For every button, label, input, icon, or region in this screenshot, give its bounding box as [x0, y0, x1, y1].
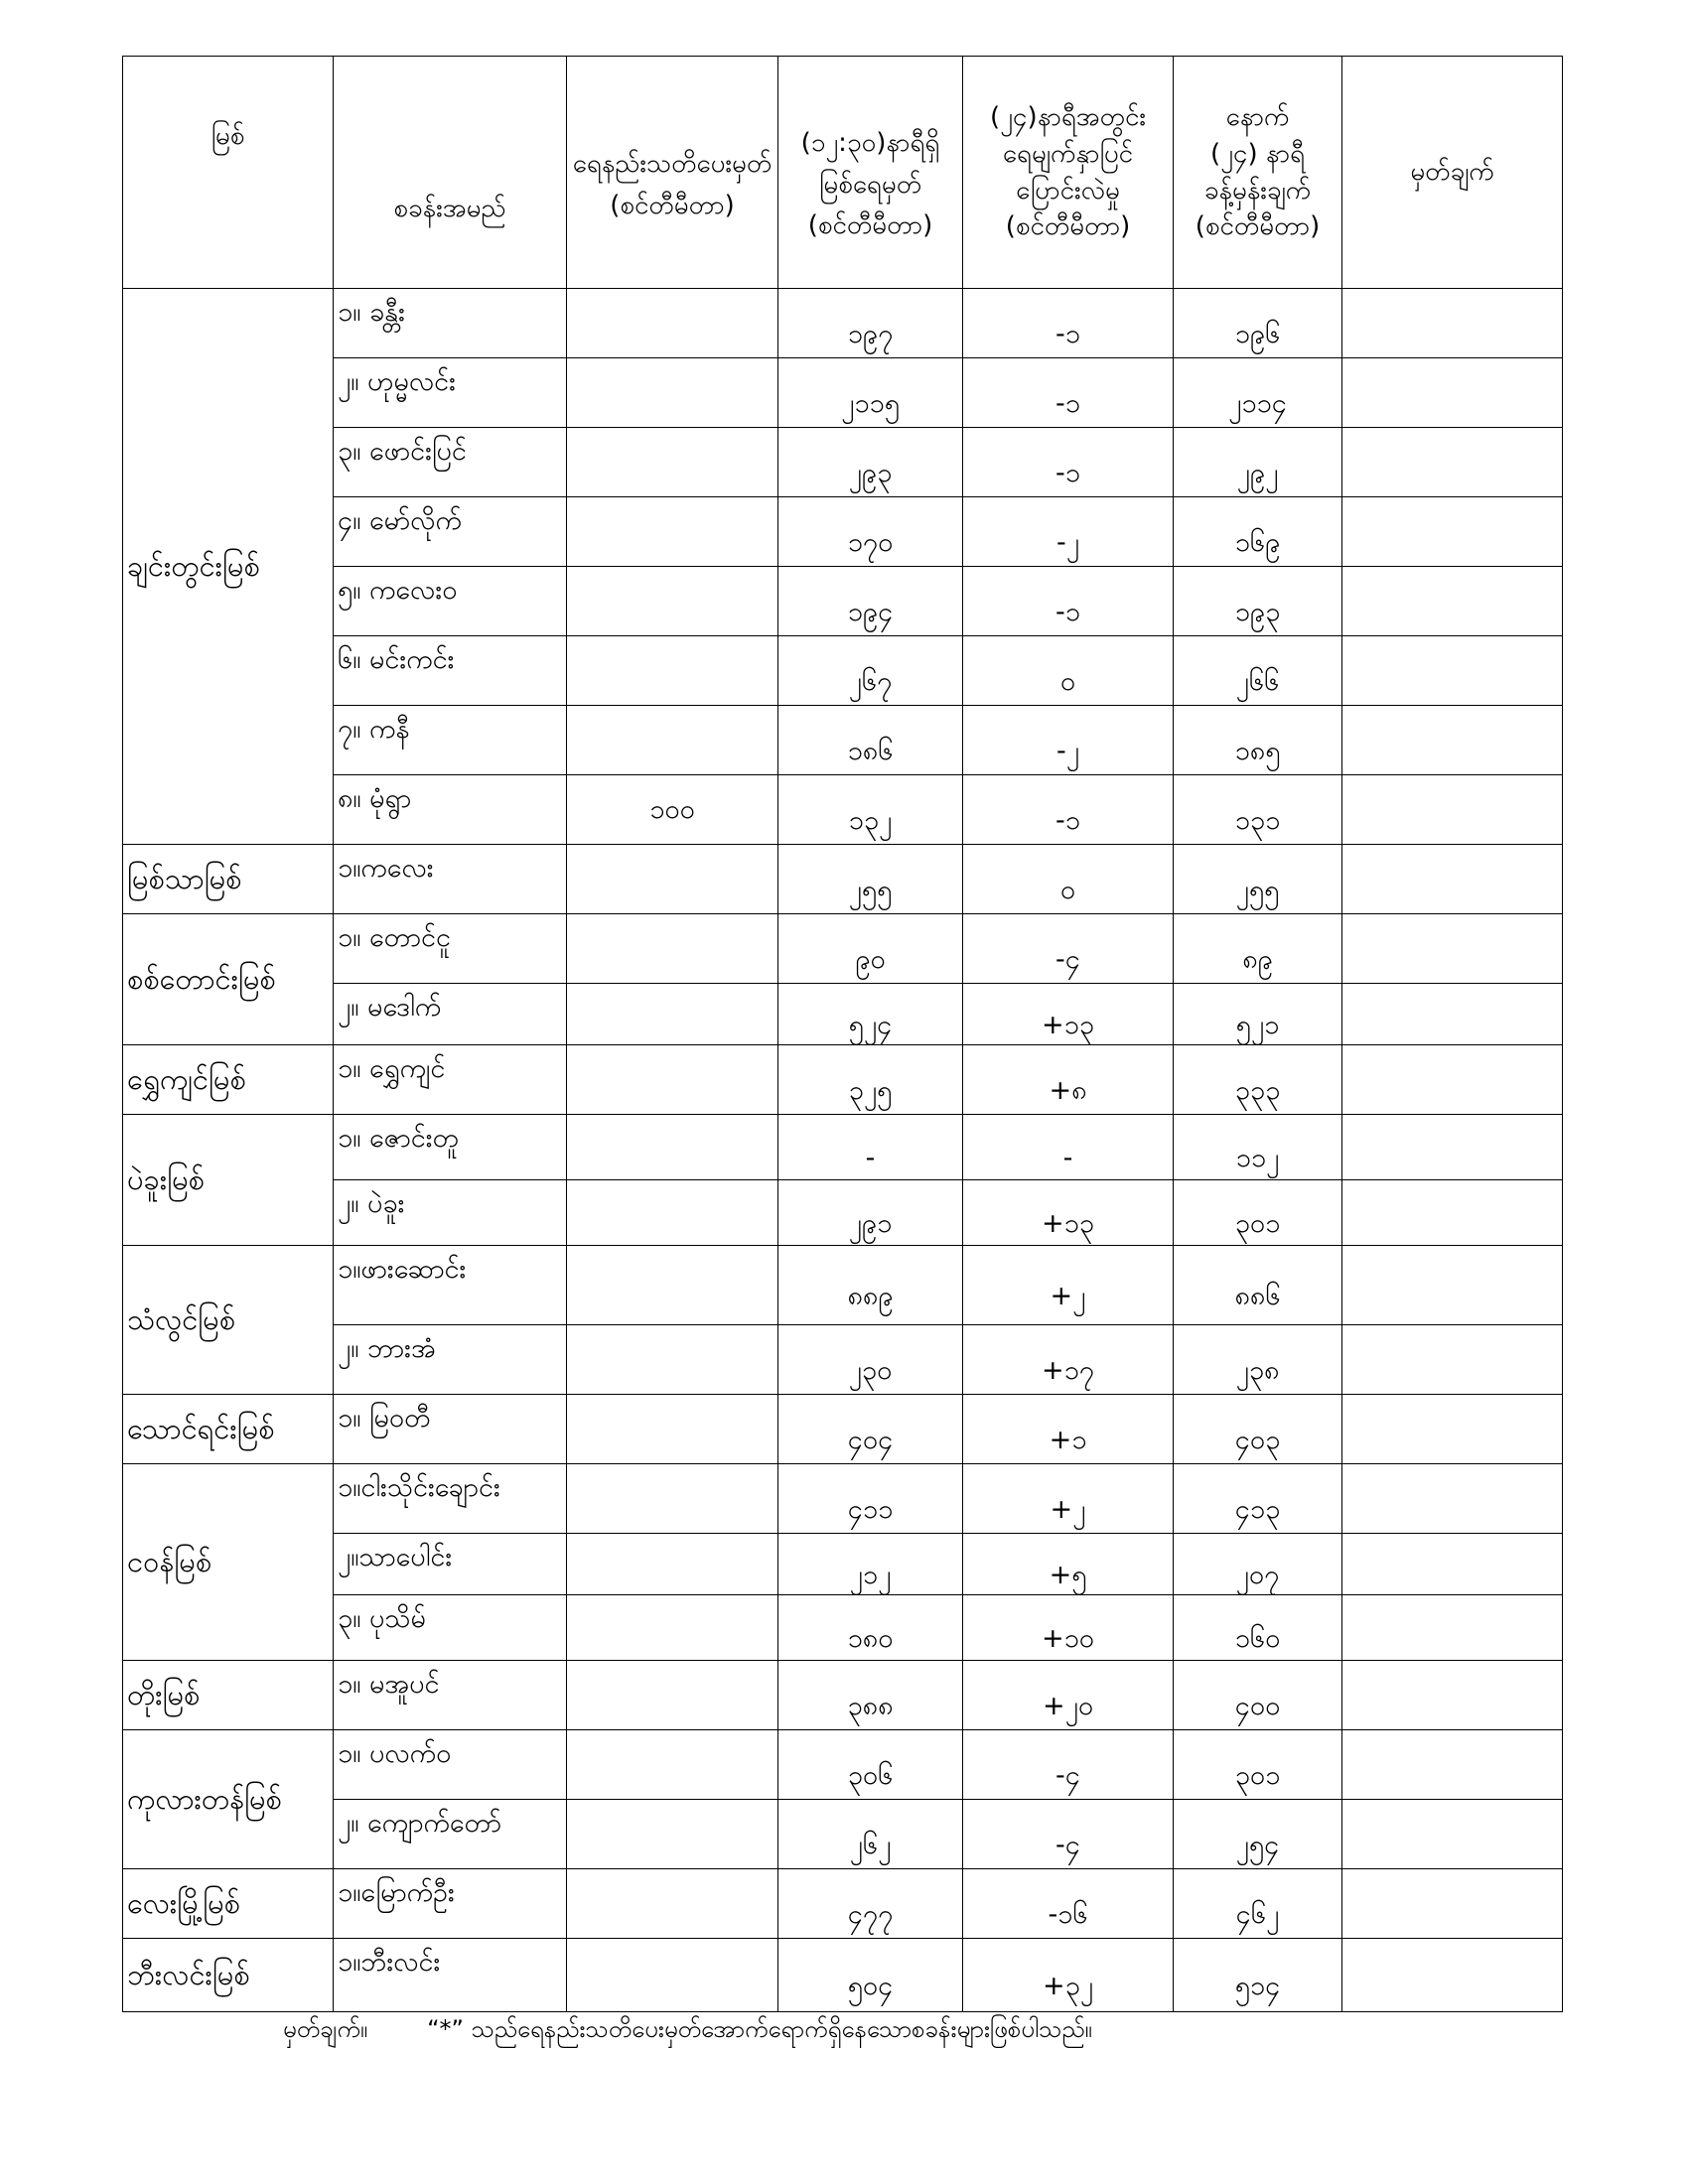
forecast-level-cell: ၁၈၅ [1174, 706, 1342, 775]
river-name-cell: သံလွင်မြစ် [123, 1246, 334, 1395]
forecast-level-cell: ၁၆၀ [1174, 1595, 1342, 1661]
level-change-cell: +၁၃ [963, 984, 1174, 1045]
station-name-cell: ၂။ ကျောက်တော် [334, 1800, 567, 1869]
header-warning: ရေနည်းသတိပေးမှတ် (စင်တီမီတာ) [567, 57, 778, 289]
river-name-cell: ကုလားတန်မြစ် [123, 1730, 334, 1869]
remarks-cell [1342, 1246, 1563, 1325]
level-change-cell: -၁ [963, 358, 1174, 428]
observed-level-cell: ၂၉၃ [778, 428, 963, 497]
warning-level-cell [567, 1045, 778, 1115]
remarks-cell [1342, 1395, 1563, 1464]
river-level-table [122, 56, 1563, 2012]
table-row [123, 1869, 1563, 1939]
forecast-level-cell: ၂၆၆ [1174, 636, 1342, 706]
table-row [123, 1045, 1563, 1115]
level-change-cell: -၄ [963, 914, 1174, 984]
river-name-cell: တိုးမြစ် [123, 1661, 334, 1730]
table-row [123, 1661, 1563, 1730]
table-row [123, 1464, 1563, 1534]
remarks-cell [1342, 497, 1563, 567]
table-row [123, 636, 1563, 706]
station-name-cell: ၆။ မင်းကင်း [334, 636, 567, 706]
level-change-cell: -၄ [963, 1800, 1174, 1869]
table-row [123, 289, 1563, 358]
observed-level-cell: ၂၃၀ [778, 1325, 963, 1395]
remarks-cell [1342, 1464, 1563, 1534]
warning-level-cell [567, 567, 778, 636]
warning-level-cell [567, 845, 778, 914]
table-row [123, 1800, 1563, 1869]
table-row [123, 1115, 1563, 1180]
warning-level-cell [567, 1534, 778, 1595]
station-name-cell: ၂။ ပဲခူး [334, 1180, 567, 1246]
observed-level-cell: ၄၀၄ [778, 1395, 963, 1464]
remarks-cell [1342, 1045, 1563, 1115]
observed-level-cell: ၄၇၇ [778, 1869, 963, 1939]
warning-level-cell [567, 1661, 778, 1730]
level-change-cell: -၁ [963, 289, 1174, 358]
warning-level-cell [567, 1800, 778, 1869]
warning-level-cell [567, 914, 778, 984]
station-name-cell: ၃။ ပုသိမ် [334, 1595, 567, 1661]
table-row [123, 775, 1563, 845]
warning-level-cell [567, 1730, 778, 1800]
level-change-cell: +၂၀ [963, 1661, 1174, 1730]
warning-level-cell [567, 706, 778, 775]
station-name-cell: ၁။ ခန္တီး [334, 289, 567, 358]
forecast-level-cell: ၁၉၆ [1174, 289, 1342, 358]
observed-level-cell: ၁၃၂ [778, 775, 963, 845]
forecast-level-cell: ၂၁၁၄ [1174, 358, 1342, 428]
station-name-cell: ၂။ ဘားအံ [334, 1325, 567, 1395]
level-change-cell: +၂ [963, 1246, 1174, 1325]
observed-level-cell: ၈၈၉ [778, 1246, 963, 1325]
river-name-cell: ငဝန်မြစ် [123, 1464, 334, 1661]
station-name-cell: ၁။ ပလက်ဝ [334, 1730, 567, 1800]
forecast-level-cell: ၂၃၈ [1174, 1325, 1342, 1395]
header-observed: (၁၂:၃၀)နာရီရှိ မြစ်ရေမှတ် (စင်တီမီတာ) [778, 57, 963, 289]
observed-level-cell: ၄၁၁ [778, 1464, 963, 1534]
observed-level-cell: ၂၁၁၅ [778, 358, 963, 428]
footer-note [283, 2013, 1092, 2049]
station-name-cell: ၁။မြောက်ဦး [334, 1869, 567, 1939]
table-row [123, 1595, 1563, 1661]
level-change-cell: ၀ [963, 845, 1174, 914]
remarks-cell [1342, 775, 1563, 845]
level-change-cell: +၃၂ [963, 1939, 1174, 2012]
level-change-cell: - [963, 1115, 1174, 1180]
warning-level-cell [567, 497, 778, 567]
forecast-level-cell: ၄၆၂ [1174, 1869, 1342, 1939]
level-change-cell: +၁၇ [963, 1325, 1174, 1395]
remarks-cell [1342, 1115, 1563, 1180]
table-row [123, 1246, 1563, 1325]
station-name-cell: ၃။ ဖောင်းပြင် [334, 428, 567, 497]
station-name-cell: ၂။သာပေါင်း [334, 1534, 567, 1595]
level-change-cell: +၁ [963, 1395, 1174, 1464]
table-row [123, 497, 1563, 567]
remarks-cell [1342, 845, 1563, 914]
table-row [123, 914, 1563, 984]
warning-level-cell: ၁၀၀ [567, 775, 778, 845]
warning-level-cell [567, 984, 778, 1045]
forecast-level-cell: ၁၃၁ [1174, 775, 1342, 845]
station-name-cell: ၈။ မုံရွာ [334, 775, 567, 845]
table-row [123, 984, 1563, 1045]
remarks-cell [1342, 914, 1563, 984]
station-name-cell: ၁။ ရွှေကျင် [334, 1045, 567, 1115]
level-change-cell: +၂ [963, 1464, 1174, 1534]
river-name-cell: သောင်ရင်းမြစ် [123, 1395, 334, 1464]
table-row [123, 1730, 1563, 1800]
remarks-cell [1342, 289, 1563, 358]
remarks-cell [1342, 706, 1563, 775]
warning-level-cell [567, 1395, 778, 1464]
warning-level-cell [567, 1939, 778, 2012]
forecast-level-cell: ၈၉ [1174, 914, 1342, 984]
table-row [123, 1395, 1563, 1464]
station-name-cell: ၄။ မော်လိုက် [334, 497, 567, 567]
station-name-cell: ၁။ဖားဆောင်း [334, 1246, 567, 1325]
river-name-cell: ပဲခူးမြစ် [123, 1115, 334, 1246]
forecast-level-cell: ၈၈၆ [1174, 1246, 1342, 1325]
remarks-cell [1342, 358, 1563, 428]
warning-level-cell [567, 1595, 778, 1661]
remarks-cell [1342, 567, 1563, 636]
header-row [123, 57, 1563, 289]
table-body [123, 289, 1563, 2012]
level-change-cell: -၂ [963, 706, 1174, 775]
level-change-cell: +၁၀ [963, 1595, 1174, 1661]
river-name-cell: ချင်းတွင်းမြစ် [123, 289, 334, 845]
forecast-level-cell: ၄၀၀ [1174, 1661, 1342, 1730]
forecast-level-cell: ၃၀၁ [1174, 1180, 1342, 1246]
table-row [123, 1325, 1563, 1395]
level-change-cell: -၁ [963, 775, 1174, 845]
level-change-cell: ၀ [963, 636, 1174, 706]
warning-level-cell [567, 636, 778, 706]
warning-level-cell [567, 358, 778, 428]
observed-level-cell: ၃၀၆ [778, 1730, 963, 1800]
level-change-cell: -၂ [963, 497, 1174, 567]
forecast-level-cell: ၁၆၉ [1174, 497, 1342, 567]
observed-level-cell: ၁၉၇ [778, 289, 963, 358]
remarks-cell [1342, 1661, 1563, 1730]
table-row [123, 1534, 1563, 1595]
observed-level-cell: ၂၉၁ [778, 1180, 963, 1246]
remarks-cell [1342, 984, 1563, 1045]
footer-text: “*” သည်ရေနည်းသတိပေးမှတ်အောက်ရောက်ရှိနေသောစခန်းများဖြစ်ပါသည်။ [427, 2015, 1092, 2043]
observed-level-cell: ၂၆၂ [778, 1800, 963, 1869]
remarks-cell [1342, 428, 1563, 497]
warning-level-cell [567, 1180, 778, 1246]
station-name-cell: ၂။ ဟုမ္မလင်း [334, 358, 567, 428]
river-name-cell: လေးမြို့မြစ် [123, 1869, 334, 1939]
level-change-cell: +၁၃ [963, 1180, 1174, 1246]
station-name-cell: ၁။ကလေး [334, 845, 567, 914]
observed-level-cell: ၁၈၆ [778, 706, 963, 775]
observed-level-cell: ၉၀ [778, 914, 963, 984]
observed-level-cell: ၂၆၇ [778, 636, 963, 706]
observed-level-cell: ၃၂၅ [778, 1045, 963, 1115]
observed-level-cell: ၅၀၄ [778, 1939, 963, 2012]
remarks-cell [1342, 1325, 1563, 1395]
observed-level-cell: ၁၉၄ [778, 567, 963, 636]
header-remarks: မှတ်ချက် [1342, 57, 1563, 289]
river-name-cell: စစ်တောင်းမြစ် [123, 914, 334, 1045]
table-row [123, 1180, 1563, 1246]
footer-label: မှတ်ချက်။ [283, 2015, 368, 2043]
table-row [123, 706, 1563, 775]
forecast-level-cell: ၁၉၃ [1174, 567, 1342, 636]
remarks-cell [1342, 1730, 1563, 1800]
river-name-cell: ရွှေကျင်မြစ် [123, 1045, 334, 1115]
station-name-cell: ၁။ ဇောင်းတူ [334, 1115, 567, 1180]
warning-level-cell [567, 1869, 778, 1939]
remarks-cell [1342, 1869, 1563, 1939]
header-station: စခန်းအမည် [334, 57, 567, 289]
observed-level-cell: ၃၈၈ [778, 1661, 963, 1730]
station-name-cell: ၁။ငါးသိုင်းချောင်း [334, 1464, 567, 1534]
table-row [123, 1939, 1563, 2012]
level-change-cell: +၈ [963, 1045, 1174, 1115]
forecast-level-cell: ၃၃၃ [1174, 1045, 1342, 1115]
warning-level-cell [567, 428, 778, 497]
forecast-level-cell: ၂၉၂ [1174, 428, 1342, 497]
observed-level-cell: ၂၅၅ [778, 845, 963, 914]
forecast-level-cell: ၄၁၃ [1174, 1464, 1342, 1534]
forecast-level-cell: ၁၁၂ [1174, 1115, 1342, 1180]
warning-level-cell [567, 289, 778, 358]
observed-level-cell: ၁၈၀ [778, 1595, 963, 1661]
forecast-level-cell: ၅၂၁ [1174, 984, 1342, 1045]
remarks-cell [1342, 1800, 1563, 1869]
header-change: (၂၄)နာရီအတွင်း ရေမျက်နှာပြင် ပြောင်းလဲမှု (စင်တီမီတာ) [963, 57, 1174, 289]
river-name-cell: မြစ်သာမြစ် [123, 845, 334, 914]
warning-level-cell [567, 1325, 778, 1395]
station-name-cell: ၁။ မြဝတီ [334, 1395, 567, 1464]
table-row [123, 567, 1563, 636]
observed-level-cell: ၂၁၂ [778, 1534, 963, 1595]
warning-level-cell [567, 1246, 778, 1325]
forecast-level-cell: ၃၀၁ [1174, 1730, 1342, 1800]
station-name-cell: ၁။ တောင်ငူ [334, 914, 567, 984]
level-change-cell: -၁ [963, 428, 1174, 497]
remarks-cell [1342, 1939, 1563, 2012]
station-name-cell: ၁။ မအူပင် [334, 1661, 567, 1730]
forecast-level-cell: ၂၅၄ [1174, 1800, 1342, 1869]
river-name-cell: ဘီးလင်းမြစ် [123, 1939, 334, 2012]
level-change-cell: -၄ [963, 1730, 1174, 1800]
observed-level-cell: ၅၂၄ [778, 984, 963, 1045]
header-river: မြစ် [123, 57, 334, 289]
forecast-level-cell: ၂၅၅ [1174, 845, 1342, 914]
remarks-cell [1342, 1180, 1563, 1246]
observed-level-cell: - [778, 1115, 963, 1180]
header-forecast: နောက် (၂၄) နာရီ ခန့်မှန်းချက် (စင်တီမီတာ) [1174, 57, 1342, 289]
forecast-level-cell: ၄၀၃ [1174, 1395, 1342, 1464]
observed-level-cell: ၁၇၀ [778, 497, 963, 567]
station-name-cell: ၂။ မဒေါက် [334, 984, 567, 1045]
station-name-cell: ၅။ ကလေးဝ [334, 567, 567, 636]
table-row [123, 428, 1563, 497]
forecast-level-cell: ၅၁၄ [1174, 1939, 1342, 2012]
remarks-cell [1342, 1595, 1563, 1661]
warning-level-cell [567, 1464, 778, 1534]
level-change-cell: -၁ [963, 567, 1174, 636]
station-name-cell: ၁။ဘီးလင်း [334, 1939, 567, 2012]
level-change-cell: -၁၆ [963, 1869, 1174, 1939]
table-row [123, 845, 1563, 914]
remarks-cell [1342, 636, 1563, 706]
remarks-cell [1342, 1534, 1563, 1595]
forecast-level-cell: ၂၀၇ [1174, 1534, 1342, 1595]
level-change-cell: +၅ [963, 1534, 1174, 1595]
warning-level-cell [567, 1115, 778, 1180]
table-row [123, 358, 1563, 428]
station-name-cell: ၇။ ကနီ [334, 706, 567, 775]
